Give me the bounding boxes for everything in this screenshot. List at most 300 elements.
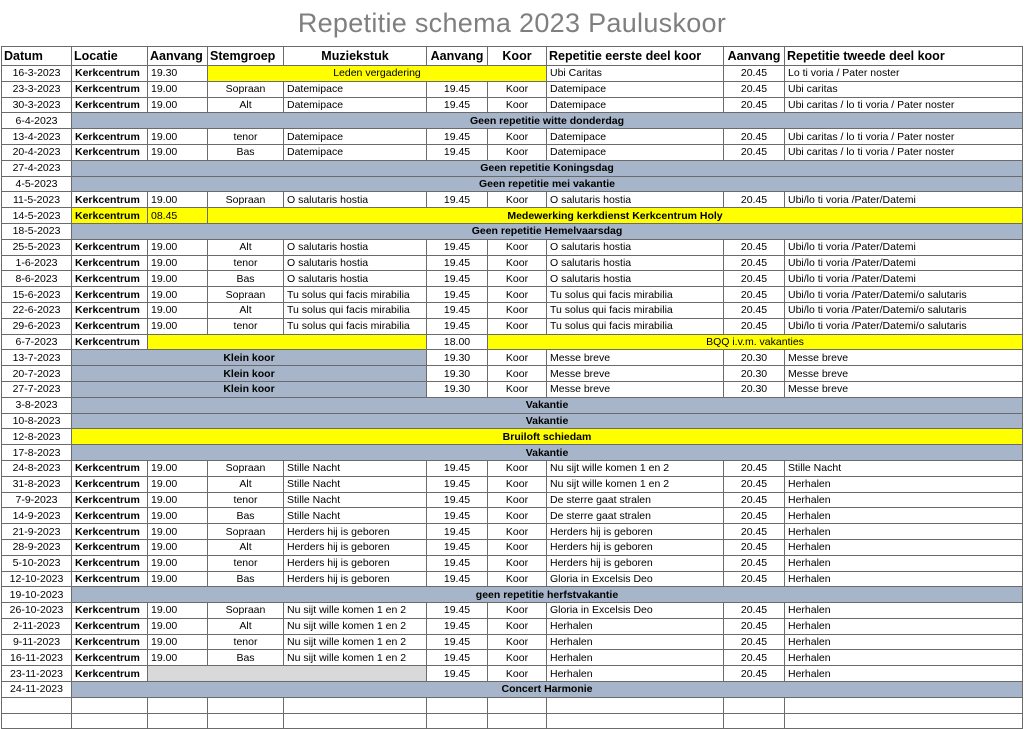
location-cell: Kerkcentrum bbox=[72, 555, 148, 571]
choir-cell: Koor bbox=[488, 603, 547, 619]
table-row bbox=[2, 397, 1023, 413]
header-muziekstuk: Muziekstuk bbox=[284, 47, 427, 66]
part2-start-cell: 20.30 bbox=[724, 366, 785, 382]
start-time-cell: 19.00 bbox=[148, 129, 208, 145]
rehearsal-part2-cell: Herhalen bbox=[785, 618, 1023, 634]
part2-start-cell: 20.30 bbox=[724, 350, 785, 366]
rehearsal-part2-cell: Ubi caritas bbox=[785, 81, 1023, 97]
choir-cell: Koor bbox=[488, 524, 547, 540]
schedule-table bbox=[1, 46, 1023, 729]
header-locatie: Locatie bbox=[72, 47, 148, 66]
date-cell: 24-11-2023 bbox=[2, 682, 72, 698]
header-aanvang: Aanvang bbox=[148, 47, 208, 66]
location-cell: Kerkcentrum bbox=[72, 255, 148, 271]
small-choir-band: Klein koor bbox=[72, 381, 427, 397]
date-cell: 13-4-2023 bbox=[2, 129, 72, 145]
voice-group-cell: Bas bbox=[208, 508, 284, 524]
location-cell: Kerkcentrum bbox=[72, 634, 148, 650]
voice-group-cell: Bas bbox=[208, 271, 284, 287]
table-row bbox=[2, 160, 1023, 176]
rehearsal-part1-cell: Tu solus qui facis mirabilia bbox=[547, 302, 724, 318]
music-piece-cell: O salutaris hostia bbox=[284, 239, 427, 255]
part2-start-cell: 20.45 bbox=[724, 571, 785, 587]
highlight-notice: Leden vergadering bbox=[208, 66, 547, 82]
music-piece-cell: Datemipace bbox=[284, 81, 427, 97]
choir-start-cell: 19.45 bbox=[427, 650, 488, 666]
date-cell: 29-6-2023 bbox=[2, 318, 72, 334]
start-time-cell: 19.00 bbox=[148, 255, 208, 271]
highlight-notice: Bruiloft schiedam bbox=[72, 429, 1023, 445]
choir-cell: Koor bbox=[488, 302, 547, 318]
date-cell: 19-10-2023 bbox=[2, 587, 72, 603]
start-time-cell: 19.00 bbox=[148, 571, 208, 587]
music-piece-cell: Herders hij is geboren bbox=[284, 571, 427, 587]
part2-start-cell: 20.30 bbox=[724, 381, 785, 397]
music-piece-cell: Nu sijt wille komen 1 en 2 bbox=[284, 603, 427, 619]
table-row bbox=[2, 208, 1023, 224]
voice-group-cell: tenor bbox=[208, 555, 284, 571]
voice-group-cell: Sopraan bbox=[208, 192, 284, 208]
empty-cell bbox=[724, 713, 785, 729]
part2-start-cell: 20.45 bbox=[724, 524, 785, 540]
empty-cell bbox=[72, 697, 148, 713]
rehearsal-part2-cell: Messe breve bbox=[785, 350, 1023, 366]
location-cell: Kerkcentrum bbox=[72, 129, 148, 145]
table-row bbox=[2, 476, 1023, 492]
voice-group-cell: Sopraan bbox=[208, 603, 284, 619]
location-cell: Kerkcentrum bbox=[72, 81, 148, 97]
start-time-cell: 19.00 bbox=[148, 97, 208, 113]
choir-cell: Koor bbox=[488, 350, 547, 366]
choir-start-cell: 19.45 bbox=[427, 255, 488, 271]
choir-start-cell: 19.45 bbox=[427, 524, 488, 540]
rehearsal-part1-cell: Herhalen bbox=[547, 650, 724, 666]
small-choir-band: Klein koor bbox=[72, 366, 427, 382]
choir-cell: Koor bbox=[488, 460, 547, 476]
rehearsal-part1-cell: O salutaris hostia bbox=[547, 239, 724, 255]
choir-cell: Koor bbox=[488, 192, 547, 208]
notice-band: Geen repetitie Hemelvaarsdag bbox=[72, 223, 1023, 239]
rehearsal-part2-cell: Ubi/lo ti voria /Pater/Datemi bbox=[785, 255, 1023, 271]
voice-group-cell: Sopraan bbox=[208, 524, 284, 540]
date-cell: 28-9-2023 bbox=[2, 539, 72, 555]
table-row bbox=[2, 81, 1023, 97]
rehearsal-part1-cell: Herhalen bbox=[547, 634, 724, 650]
header-row bbox=[2, 47, 1023, 66]
rehearsal-part1-cell: Herders hij is geboren bbox=[547, 539, 724, 555]
table-row bbox=[2, 571, 1023, 587]
part2-start-cell: 20.45 bbox=[724, 634, 785, 650]
date-cell: 26-10-2023 bbox=[2, 603, 72, 619]
start-time-cell: 19.00 bbox=[148, 492, 208, 508]
location-cell: Kerkcentrum bbox=[72, 650, 148, 666]
voice-group-cell: Bas bbox=[208, 144, 284, 160]
empty-cell bbox=[148, 697, 208, 713]
rehearsal-part1-cell: De sterre gaat stralen bbox=[547, 508, 724, 524]
choir-start-cell: 19.45 bbox=[427, 539, 488, 555]
rehearsal-part2-cell: Ubi/lo ti voria /Pater/Datemi bbox=[785, 239, 1023, 255]
date-cell: 27-4-2023 bbox=[2, 160, 72, 176]
table-row bbox=[2, 129, 1023, 145]
empty-cell bbox=[148, 713, 208, 729]
table-row bbox=[2, 334, 1023, 350]
empty-cell bbox=[2, 713, 72, 729]
part2-start-cell: 20.45 bbox=[724, 603, 785, 619]
empty-gray bbox=[148, 666, 427, 682]
part2-start-cell: 20.45 bbox=[724, 508, 785, 524]
music-piece-cell: Tu solus qui facis mirabilia bbox=[284, 287, 427, 303]
part2-start-cell: 20.45 bbox=[724, 318, 785, 334]
notice-band: Vakantie bbox=[72, 413, 1023, 429]
choir-start-cell: 19.30 bbox=[427, 381, 488, 397]
empty-cell bbox=[2, 697, 72, 713]
empty-cell bbox=[724, 697, 785, 713]
voice-group-cell: Sopraan bbox=[208, 287, 284, 303]
start-time-cell: 19.00 bbox=[148, 634, 208, 650]
table-row bbox=[2, 271, 1023, 287]
part2-start-cell: 20.45 bbox=[724, 666, 785, 682]
choir-start-cell: 19.45 bbox=[427, 603, 488, 619]
empty-cell bbox=[547, 697, 724, 713]
table-row bbox=[2, 618, 1023, 634]
choir-cell: Koor bbox=[488, 666, 547, 682]
rehearsal-part2-cell: Ubi/lo ti voria /Pater/Datemi bbox=[785, 192, 1023, 208]
notice-band: Concert Harmonie bbox=[72, 682, 1023, 698]
rehearsal-part1-cell: Tu solus qui facis mirabilia bbox=[547, 287, 724, 303]
choir-start-cell: 19.45 bbox=[427, 634, 488, 650]
rehearsal-part2-cell: Ubi/lo ti voria /Pater/Datemi/o salutaris bbox=[785, 318, 1023, 334]
choir-start-cell: 19.45 bbox=[427, 571, 488, 587]
choir-cell: Koor bbox=[488, 97, 547, 113]
date-cell: 3-8-2023 bbox=[2, 397, 72, 413]
empty-cell bbox=[488, 713, 547, 729]
date-cell: 12-8-2023 bbox=[2, 429, 72, 445]
location-cell: Kerkcentrum bbox=[72, 666, 148, 682]
date-cell: 15-6-2023 bbox=[2, 287, 72, 303]
table-row bbox=[2, 113, 1023, 129]
rehearsal-part2-cell: Ubi caritas / lo ti voria / Pater noster bbox=[785, 129, 1023, 145]
date-cell: 11-5-2023 bbox=[2, 192, 72, 208]
rehearsal-part1-cell: Nu sijt wille komen 1 en 2 bbox=[547, 460, 724, 476]
location-cell: Kerkcentrum bbox=[72, 97, 148, 113]
choir-start-cell: 19.30 bbox=[427, 350, 488, 366]
empty-cell bbox=[208, 697, 284, 713]
date-cell: 8-6-2023 bbox=[2, 271, 72, 287]
rehearsal-part1-cell: Messe breve bbox=[547, 350, 724, 366]
rehearsal-part2-cell: Herhalen bbox=[785, 555, 1023, 571]
location-cell: Kerkcentrum bbox=[72, 302, 148, 318]
empty-cell bbox=[427, 697, 488, 713]
part2-start-cell: 20.45 bbox=[724, 618, 785, 634]
part2-start-cell: 20.45 bbox=[724, 66, 785, 82]
rehearsal-part1-cell: Datemipace bbox=[547, 144, 724, 160]
choir-cell: Koor bbox=[488, 271, 547, 287]
rehearsal-part2-cell: Herhalen bbox=[785, 539, 1023, 555]
voice-group-cell: tenor bbox=[208, 634, 284, 650]
location-cell: Kerkcentrum bbox=[72, 603, 148, 619]
voice-group-cell: Alt bbox=[208, 302, 284, 318]
choir-cell: Koor bbox=[488, 618, 547, 634]
rehearsal-part1-cell: Herhalen bbox=[547, 666, 724, 682]
table-row bbox=[2, 697, 1023, 713]
table-row bbox=[2, 555, 1023, 571]
table-row bbox=[2, 429, 1023, 445]
date-cell: 25-5-2023 bbox=[2, 239, 72, 255]
table-row bbox=[2, 413, 1023, 429]
rehearsal-part1-cell: O salutaris hostia bbox=[547, 271, 724, 287]
location-cell: Kerkcentrum bbox=[72, 144, 148, 160]
table-row bbox=[2, 460, 1023, 476]
rehearsal-part1-cell: Ubi Caritas bbox=[547, 66, 724, 82]
rehearsal-part2-cell: Ubi/lo ti voria /Pater/Datemi/o salutaris bbox=[785, 302, 1023, 318]
table-row bbox=[2, 492, 1023, 508]
start-time-cell: 08.45 bbox=[148, 208, 208, 224]
location-cell: Kerkcentrum bbox=[72, 492, 148, 508]
rehearsal-part1-cell: O salutaris hostia bbox=[547, 255, 724, 271]
choir-cell: Koor bbox=[488, 255, 547, 271]
header-stemgroep: Stemgroep bbox=[208, 47, 284, 66]
location-cell: Kerkcentrum bbox=[72, 208, 148, 224]
choir-start-cell: 19.45 bbox=[427, 239, 488, 255]
rehearsal-part2-cell: Herhalen bbox=[785, 476, 1023, 492]
choir-start-cell: 19.45 bbox=[427, 144, 488, 160]
location-cell: Kerkcentrum bbox=[72, 571, 148, 587]
small-choir-band: Klein koor bbox=[72, 350, 427, 366]
header-datum: Datum bbox=[2, 47, 72, 66]
table-row bbox=[2, 508, 1023, 524]
music-piece-cell: Datemipace bbox=[284, 129, 427, 145]
date-cell: 24-8-2023 bbox=[2, 460, 72, 476]
choir-cell: Koor bbox=[488, 650, 547, 666]
start-time-cell: 19.00 bbox=[148, 650, 208, 666]
choir-cell: Koor bbox=[488, 239, 547, 255]
page-title: Repetitie schema 2023 Pauluskoor bbox=[297, 8, 727, 38]
table-row bbox=[2, 603, 1023, 619]
location-cell: Kerkcentrum bbox=[72, 539, 148, 555]
choir-cell: Koor bbox=[488, 539, 547, 555]
date-cell: 13-7-2023 bbox=[2, 350, 72, 366]
table-row bbox=[2, 682, 1023, 698]
location-cell: Kerkcentrum bbox=[72, 618, 148, 634]
start-time-cell: 19.00 bbox=[148, 508, 208, 524]
rehearsal-part1-cell: Datemipace bbox=[547, 81, 724, 97]
voice-group-cell: tenor bbox=[208, 129, 284, 145]
music-piece-cell: Nu sijt wille komen 1 en 2 bbox=[284, 650, 427, 666]
start-time-cell: 19.00 bbox=[148, 524, 208, 540]
empty-cell bbox=[72, 713, 148, 729]
part2-start-cell: 20.45 bbox=[724, 81, 785, 97]
location-cell: Kerkcentrum bbox=[72, 318, 148, 334]
table-row bbox=[2, 634, 1023, 650]
date-cell: 17-8-2023 bbox=[2, 445, 72, 461]
rehearsal-part2-cell: Herhalen bbox=[785, 603, 1023, 619]
voice-group-cell: Alt bbox=[208, 97, 284, 113]
date-cell: 23-3-2023 bbox=[2, 81, 72, 97]
rehearsal-part2-cell: Ubi/lo ti voria /Pater/Datemi/o salutaris bbox=[785, 287, 1023, 303]
choir-start-cell: 19.45 bbox=[427, 192, 488, 208]
date-cell: 12-10-2023 bbox=[2, 571, 72, 587]
part2-start-cell: 20.45 bbox=[724, 492, 785, 508]
music-piece-cell: Stille Nacht bbox=[284, 476, 427, 492]
start-time-cell: 19.00 bbox=[148, 81, 208, 97]
rehearsal-part1-cell: Nu sijt wille komen 1 en 2 bbox=[547, 476, 724, 492]
table-row bbox=[2, 666, 1023, 682]
notice-band: geen repetitie herfstvakantie bbox=[72, 587, 1023, 603]
start-time-cell: 19.00 bbox=[148, 318, 208, 334]
music-piece-cell: Stille Nacht bbox=[284, 460, 427, 476]
rehearsal-part1-cell: Messe breve bbox=[547, 366, 724, 382]
location-cell: Kerkcentrum bbox=[72, 271, 148, 287]
rehearsal-part1-cell: O salutaris hostia bbox=[547, 192, 724, 208]
part2-start-cell: 20.45 bbox=[724, 271, 785, 287]
highlight-notice: BQQ i.v.m. vakanties bbox=[488, 334, 1023, 350]
part2-start-cell: 20.45 bbox=[724, 192, 785, 208]
music-piece-cell: Stille Nacht bbox=[284, 508, 427, 524]
voice-group-cell: Bas bbox=[208, 650, 284, 666]
header-aanvang-koor: Aanvang bbox=[427, 47, 488, 66]
voice-group-cell: Alt bbox=[208, 476, 284, 492]
date-cell: 7-9-2023 bbox=[2, 492, 72, 508]
empty-cell bbox=[547, 713, 724, 729]
table-row bbox=[2, 255, 1023, 271]
date-cell: 6-7-2023 bbox=[2, 334, 72, 350]
voice-group-cell: Alt bbox=[208, 239, 284, 255]
table-row bbox=[2, 318, 1023, 334]
rehearsal-part1-cell: De sterre gaat stralen bbox=[547, 492, 724, 508]
choir-start-cell: 19.45 bbox=[427, 97, 488, 113]
part2-start-cell: 20.45 bbox=[724, 239, 785, 255]
rehearsal-part1-cell: Herders hij is geboren bbox=[547, 555, 724, 571]
empty-cell bbox=[488, 697, 547, 713]
rehearsal-part2-cell: Ubi caritas / lo ti voria / Pater noster bbox=[785, 144, 1023, 160]
choir-start-cell: 19.45 bbox=[427, 618, 488, 634]
date-cell: 20-4-2023 bbox=[2, 144, 72, 160]
music-piece-cell: Herders hij is geboren bbox=[284, 539, 427, 555]
schedule-body bbox=[2, 66, 1023, 729]
choir-cell: Koor bbox=[488, 555, 547, 571]
table-row bbox=[2, 713, 1023, 729]
location-cell: Kerkcentrum bbox=[72, 460, 148, 476]
choir-cell: Koor bbox=[488, 492, 547, 508]
start-time-cell: 19.00 bbox=[148, 476, 208, 492]
choir-start-cell: 19.45 bbox=[427, 302, 488, 318]
choir-start-cell: 19.45 bbox=[427, 81, 488, 97]
rehearsal-part2-cell: Herhalen bbox=[785, 508, 1023, 524]
choir-cell: Koor bbox=[488, 508, 547, 524]
part2-start-cell: 20.45 bbox=[724, 302, 785, 318]
table-row bbox=[2, 97, 1023, 113]
choir-cell: Koor bbox=[488, 634, 547, 650]
start-time-cell: 19.00 bbox=[148, 555, 208, 571]
choir-cell: Koor bbox=[488, 318, 547, 334]
header-repetitie-eerste-deel: Repetitie eerste deel koor bbox=[547, 47, 724, 66]
choir-start-cell: 19.45 bbox=[427, 476, 488, 492]
voice-group-cell: Sopraan bbox=[208, 460, 284, 476]
rehearsal-part1-cell: Datemipace bbox=[547, 97, 724, 113]
part2-start-cell: 20.45 bbox=[724, 539, 785, 555]
choir-start-cell: 19.30 bbox=[427, 366, 488, 382]
part2-start-cell: 20.45 bbox=[724, 144, 785, 160]
choir-cell: Koor bbox=[488, 571, 547, 587]
empty-cell bbox=[284, 713, 427, 729]
music-piece-cell: O salutaris hostia bbox=[284, 255, 427, 271]
date-cell: 27-7-2023 bbox=[2, 381, 72, 397]
location-cell: Kerkcentrum bbox=[72, 508, 148, 524]
date-cell: 9-11-2023 bbox=[2, 634, 72, 650]
table-row bbox=[2, 66, 1023, 82]
table-row bbox=[2, 239, 1023, 255]
date-cell: 16-11-2023 bbox=[2, 650, 72, 666]
table-row bbox=[2, 445, 1023, 461]
rehearsal-part2-cell: Messe breve bbox=[785, 381, 1023, 397]
choir-cell: Koor bbox=[488, 144, 547, 160]
rehearsal-part2-cell: Herhalen bbox=[785, 492, 1023, 508]
rehearsal-part2-cell: Lo ti voria / Pater noster bbox=[785, 66, 1023, 82]
date-cell: 31-8-2023 bbox=[2, 476, 72, 492]
rehearsal-part2-cell: Herhalen bbox=[785, 666, 1023, 682]
empty-highlight bbox=[148, 334, 427, 350]
table-row bbox=[2, 223, 1023, 239]
choir-cell: Koor bbox=[488, 81, 547, 97]
start-time-cell: 19.00 bbox=[148, 239, 208, 255]
music-piece-cell: O salutaris hostia bbox=[284, 271, 427, 287]
header-repetitie-tweede-deel: Repetitie tweede deel koor bbox=[785, 47, 1023, 66]
choir-start-cell: 19.45 bbox=[427, 318, 488, 334]
music-piece-cell: Stille Nacht bbox=[284, 492, 427, 508]
start-time-cell: 19.00 bbox=[148, 302, 208, 318]
date-cell: 5-10-2023 bbox=[2, 555, 72, 571]
start-time-cell: 19.00 bbox=[148, 271, 208, 287]
table-row bbox=[2, 192, 1023, 208]
location-cell: Kerkcentrum bbox=[72, 334, 148, 350]
notice-band: Geen repetitie mei vakantie bbox=[72, 176, 1023, 192]
empty-cell bbox=[785, 713, 1023, 729]
empty-cell bbox=[427, 713, 488, 729]
table-row bbox=[2, 144, 1023, 160]
location-cell: Kerkcentrum bbox=[72, 66, 148, 82]
rehearsal-part1-cell: Gloria in Excelsis Deo bbox=[547, 571, 724, 587]
table-row bbox=[2, 302, 1023, 318]
date-cell: 18-5-2023 bbox=[2, 223, 72, 239]
rehearsal-part1-cell: Datemipace bbox=[547, 129, 724, 145]
rehearsal-part1-cell: Messe breve bbox=[547, 381, 724, 397]
location-cell: Kerkcentrum bbox=[72, 192, 148, 208]
part2-start-cell: 20.45 bbox=[724, 555, 785, 571]
music-piece-cell: Herders hij is geboren bbox=[284, 555, 427, 571]
table-row bbox=[2, 381, 1023, 397]
choir-cell: Koor bbox=[488, 381, 547, 397]
rehearsal-part2-cell: Ubi caritas / lo ti voria / Pater noster bbox=[785, 97, 1023, 113]
notice-band: Geen repetitie Koningsdag bbox=[72, 160, 1023, 176]
location-cell: Kerkcentrum bbox=[72, 524, 148, 540]
voice-group-cell: tenor bbox=[208, 318, 284, 334]
header-koor: Koor bbox=[488, 47, 547, 66]
part2-start-cell: 20.45 bbox=[724, 287, 785, 303]
rehearsal-part2-cell: Herhalen bbox=[785, 571, 1023, 587]
table-row bbox=[2, 366, 1023, 382]
date-cell: 2-11-2023 bbox=[2, 618, 72, 634]
rehearsal-part1-cell: Herders hij is geboren bbox=[547, 524, 724, 540]
notice-band: Vakantie bbox=[72, 397, 1023, 413]
empty-cell bbox=[284, 697, 427, 713]
choir-start-cell: 19.45 bbox=[427, 287, 488, 303]
part2-start-cell: 20.45 bbox=[724, 650, 785, 666]
part2-start-cell: 20.45 bbox=[724, 255, 785, 271]
voice-group-cell: Alt bbox=[208, 539, 284, 555]
music-piece-cell: Datemipace bbox=[284, 144, 427, 160]
choir-start-cell: 19.45 bbox=[427, 666, 488, 682]
part2-start-cell: 20.45 bbox=[724, 129, 785, 145]
